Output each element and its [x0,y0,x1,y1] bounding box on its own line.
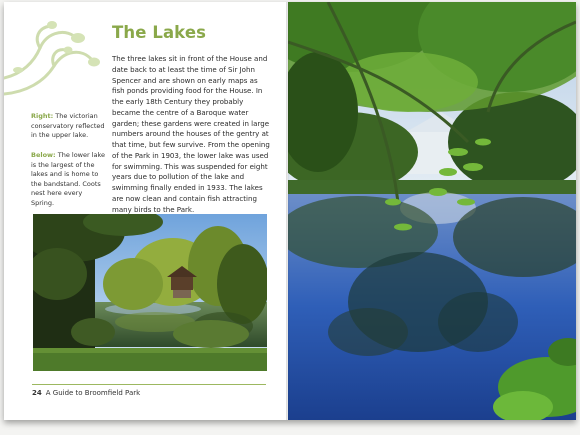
caption-right-lead: Right: [31,112,54,120]
page-gutter [286,2,290,420]
upper-lake-conservatory-photo [288,2,576,420]
page-title: The Lakes [112,23,207,42]
right-page [288,2,576,420]
page-number: 24 [32,389,42,397]
body-text: The three lakes sit in front of the House and date back to at least the time of Sir John Spencer and are shown on early maps as fish ponds providing food for the House. In the early 18th Century they probably became the centre of a Baroque water garden; these gardens were created in large numbers around the houses of the gentry at that time, but few survive. From the opening of the Park in 1903, the lower lake was used for swimming. This was suspended for eight years due to pollution of the lake and swimming finally ended in 1933. The lakes are now clean and contain fish attracting many birds to the Park. [112,54,270,214]
caption-right-text: The victorian conservatory reflected in the upper lake. [31,112,105,140]
footer-rule [32,384,266,385]
caption-below-text: The lower lake is the largest of the lakes and is home to the bandstand. Coots nest here every Spring. [31,151,106,207]
caption-right [31,112,107,141]
decorative-flourish-icon [4,16,104,106]
left-page [4,2,288,420]
caption-below [31,151,107,209]
book-spread [4,2,576,420]
page-footer [32,389,140,397]
lower-lake-bandstand-photo [33,214,267,371]
caption-below-lead: Below: [31,151,56,159]
guide-title: A Guide to Broomfield Park [45,389,141,397]
